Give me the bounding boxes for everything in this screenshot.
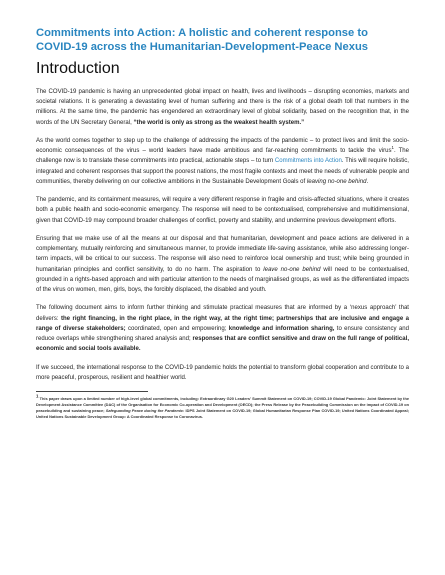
paragraph-5-bold-c: responses that are conflict sensitive and draw on the full range of political, economic and social tools available. (36, 336, 409, 353)
paragraph-6 (36, 363, 409, 383)
paragraph-2 (36, 136, 409, 187)
paragraph-4 (36, 234, 409, 295)
footnote-text-a: This paper draws upon a limited number of high-level global commitments, including: Extraordinary G20 Leaders’ Summit Statement on COVID-19; COVID-19 Global Pandemic: Joint Statement by the Development Assistance Committee (DAC) of the Organisation for Economic Co-operation and Development (OECD); the Press Release by the Peacebuilding Commission on the impact of COVID-19 on peacebuilding and sustaining peace; (36, 396, 409, 414)
paragraph-2-text-a: As the world comes together to step up to the challenge of addressing the impacts of the pandemic – to protect lives and limit the socio-economic consequences of the virus – world leaders have made ambitious and far-reaching commitments to tackle the virus (36, 138, 409, 155)
paragraph-5-text-c: to ensure consistency and reduce overlaps while strengthening shared analysis and; (36, 325, 409, 343)
paragraph-4-text-b: will need to be contextualised, grounded in a rights-based approach and with particular attention to the needs of marginalised groups, as well as the differentiated impacts of the virus on women, men, girls, boys, the forcibly displaced, the disabled and youth. (36, 266, 409, 294)
paragraph-3-text: The pandemic, and its containment measures, will require a very different response in fragile and crisis-affected situations, where it creates both a public health and socio-economic emergency. The response will need to be contextualised, comprehensive and multidimensional, given that COVID-19 may compound broader challenges of conflict, poverty and stability, and undermine previous development efforts. (36, 197, 409, 224)
footnote-text-b: IDPS Joint Statement on COVID-19; Global Humanitarian Response Plan COVID-19; United Nations Coordinated Appeal; United Nations Sustainable Development Group: A Coordinated Response to Coronavirus. (36, 408, 409, 420)
paragraph-5 (36, 303, 409, 354)
paragraph-5-text-b: coordinated, open and empowering; (127, 325, 227, 332)
paragraph-2-end: . (366, 178, 369, 185)
paragraph-3 (36, 195, 409, 226)
paragraph-4-text-a: Ensuring that we make use of all the means at our disposal and that humanitarian, development and peace actions are delivered in a complementary, mutually reinforcing and simultaneous manner, to provide immediate life-saving assistance, while also addressing longer-term impacts, will be critical to our success. The response will also need to reinforce local ownership and trust; while being grounded in humanitarian principles and conflict sensitivity, to do no harm. The aspiration to (36, 236, 409, 273)
footnote (36, 393, 409, 420)
paragraph-5-bold-a: the right financing, in the right place, in the right way, at the right time; partnerships that are inclusive and engage a range of diverse stakeholders; (36, 315, 409, 332)
paragraph-5-bold-b: knowledge and information sharing, (228, 325, 335, 332)
paragraph-6-text: If we succeed, the international response to the COVID-19 pandemic holds the potential to transform global cooperation and contribute to a more peaceful, prosperous, resilient and healthier world. (36, 364, 409, 381)
commitments-into-action-link[interactable]: Commitments into Action (274, 158, 342, 165)
paragraph-4-italic: leave no-one behind (263, 266, 321, 273)
footnote-divider (36, 391, 148, 392)
paragraph-1-quote: “the world is only as strong as the weakest health system.” (133, 119, 305, 126)
paragraph-2-text-b: . The challenge now is to translate these commitments into practical, actionable steps – to turn (36, 148, 410, 165)
paragraph-5-text-a: The following document aims to inform further thinking and stimulate practical measures that are informed by a ‘nexus approach’ that delivers: (36, 305, 409, 322)
footnote-marker: 1 (36, 393, 39, 399)
paragraph-1-text: The COVID-19 pandemic is having an unprecedented global impact on health, lives and livelihoods – disrupting economies, markets and societal relations. It is generating a devastating level of human suffering and there is the risk of a global death toll that numbers in the millions. At the same time, the pandemic has engendered an extraordinary level of global solidarity, based on the recognition that, in the words of the UN Secretary General, (36, 89, 409, 126)
document-title: Commitments into Action: A holistic and coherent response to COVID-19 across the Humanitarian-Development-Peace Nexus (36, 27, 369, 53)
paragraph-2-italic: leaving no-one behind (306, 178, 367, 185)
paragraph-1 (36, 87, 409, 128)
paragraph-2-text-c: . This will require holistic, integrated and coherent responses that support the poorest nations, the most fragile contexts and meet the needs of vulnerable people and communities, thereby delivering on our collective ambitions in the Sustainable Development Goals of (36, 158, 409, 185)
footnote-italic: Safeguarding Peace during the Pandemic: (105, 408, 185, 414)
section-heading: Introduction (36, 60, 120, 77)
footnote-reference[interactable]: 1 (391, 145, 394, 151)
